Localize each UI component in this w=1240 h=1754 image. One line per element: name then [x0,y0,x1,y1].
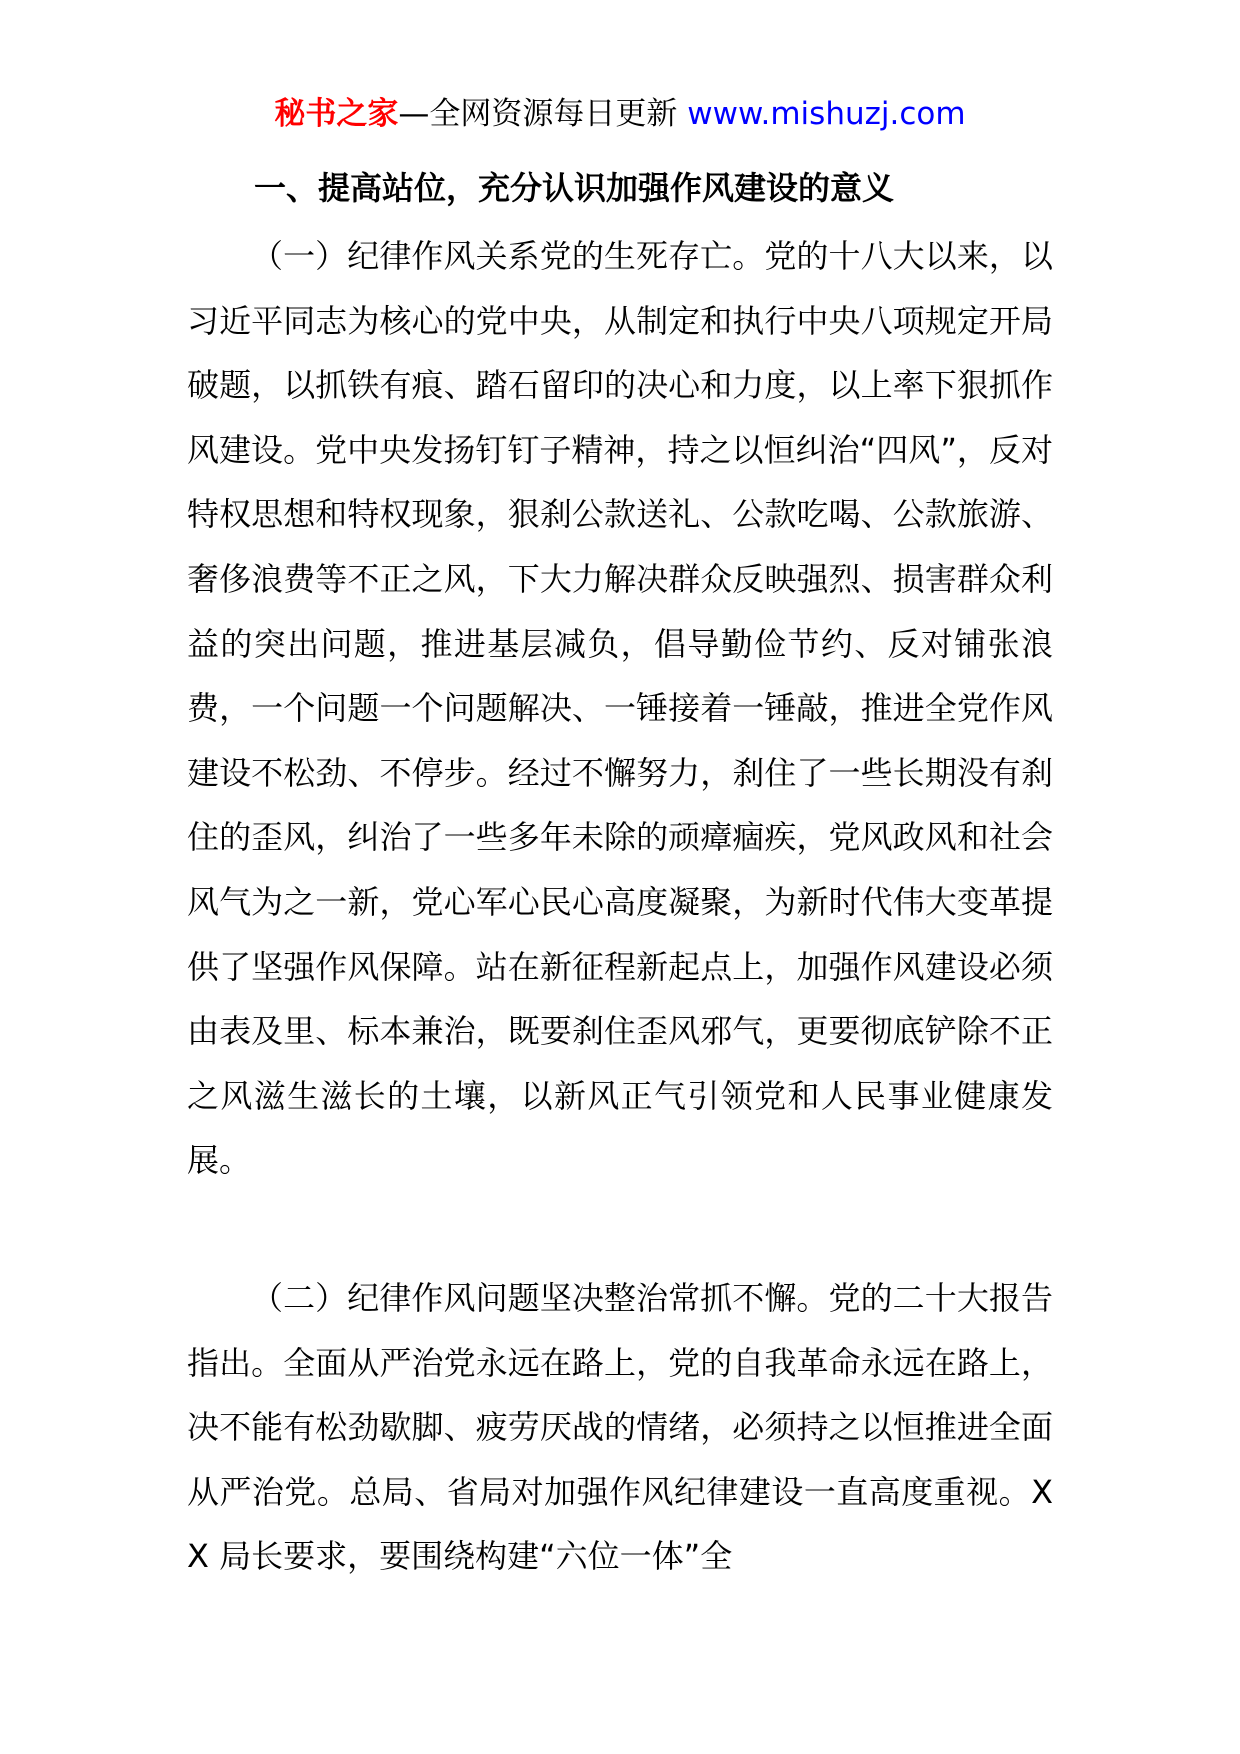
section-heading: 一、提高站位，充分认识加强作风建设的意义 [254,169,895,207]
site-slogan: —全网资源每日更新 [398,96,688,132]
site-url-link[interactable]: www.mishuzj.com [687,96,966,132]
body-paragraph-2: （二）纪律作风问题坚决整治常抓不懈。党的二十大报告指出。全面从严治党永远在路上，党的自我革命永远在路上，决不能有松劲歇脚、疲劳厌战的情绪，必须持之以恒推进全面从严治党。总局、省局对加强作风纪律建设一直高度重视。XX 局长要求，要围绕构建“六位一体”全 [187,1279,1053,1576]
site-brand: 秘书之家 [274,96,399,132]
site-banner [0,92,1240,136]
body-paragraph-1: （一）纪律作风关系党的生死存亡。党的十八大以来，以习近平同志为核心的党中央，从制定和执行中央八项规定开局破题，以抓铁有痕、踏石留印的决心和力度，以上率下狠抓作风建设。党中央发扬钉钉子精神，持之以恒纠治“四风”，反对特权思想和特权现象，狠刹公款送礼、公款吃喝、公款旅游、奢侈浪费等不正之风，下大力解决群众反映强烈、损害群众利益的突出问题，推进基层减负，倡导勤俭节约、反对铺张浪费，一个问题一个问题解决、一锤接着一锤敲，推进全党作风建设不松劲、不停步。经过不懈努力，刹住了一些长期没有刹住的歪风，纠治了一些多年未除的顽瘴痼疾，党风政风和社会风气为之一新，党心军心民心高度凝聚，为新时代伟大变革提供了坚强作风保障。站在新征程新起点上，加强作风建设必须由表及里、标本兼治，既要刹住歪风邪气，更要彻底铲除不正之风滋生滋长的土壤，以新风正气引领党和人民事业健康发展。 [187,237,1053,1180]
